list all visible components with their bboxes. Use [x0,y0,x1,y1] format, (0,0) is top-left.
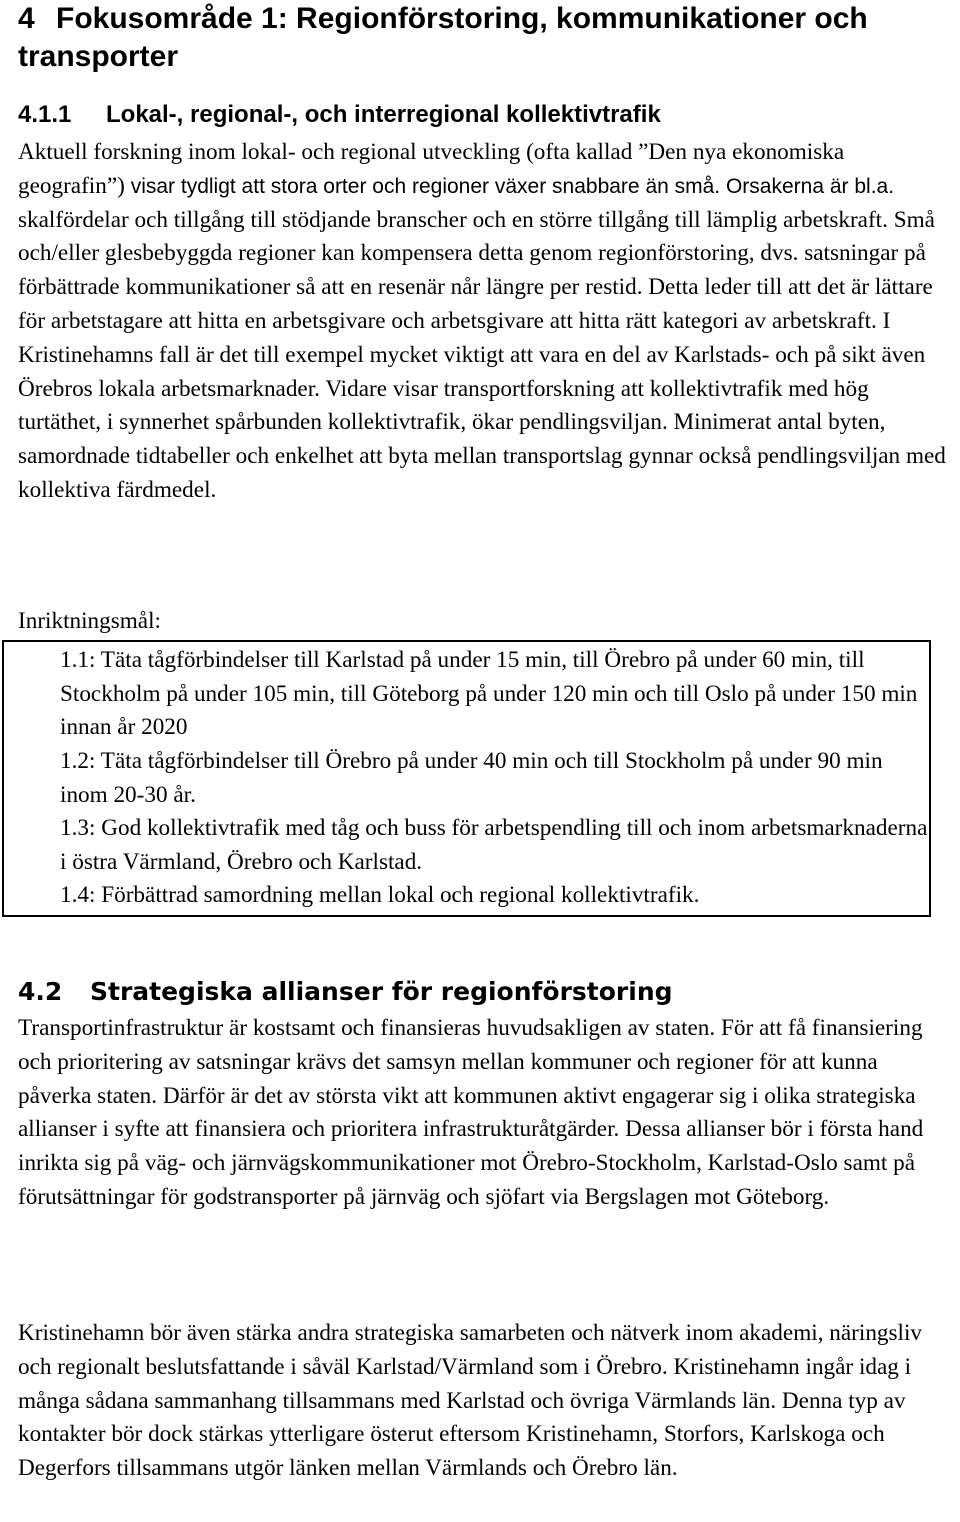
section-heading-4-2 [18,975,948,1009]
section-4-2-paragraph-2: Kristinehamn bör även stärka andra strategiska samarbeten och nätverk inom akademi, näringsliv och regionalt beslutsfattande i såväl Karlstad/Värmland som i Örebro. Kristinehamn ingår idag i många sådana sammanhang tillsammans med Karlstad och övriga Värmlands län. Denna typ av kontakter bör dock stärkas ytterligare österut eftersom Kristinehamn, Storfors, Karlskoga och Degerfors tillsammans utgör länken mellan Värmlands och Örebro län. [18,1320,923,1482]
goal-1-2: 1.2: Täta tågförbindelser till Örebro på under 40 min och till Stockholm på under 90 min inom 20-30 år. [60,748,883,808]
section-title: Lokal-, regional-, och interregional kollektivtrafik [106,101,661,128]
section-number: 4.2 [18,977,63,1006]
goal-1-4: 1.4: Förbättrad samordning mellan lokal och regional kollektivtrafik. [60,882,700,908]
section-4-1-1-paragraph [18,136,946,508]
goals-label: Inriktningsmål: [18,608,161,634]
chapter-heading [18,0,948,76]
chapter-title: Fokusområde 1: Regionförstoring, kommunikationer och transporter [18,2,868,73]
paragraph-part-1: Aktuell forskning inom lokal- och regional utveckling (ofta kallad ”Den nya ekonomiska geografin”) [18,139,845,199]
section-4-2-paragraph-1: Transportinfrastruktur är kostsamt och finansieras huvudsakligen av staten. För att få finansiering och prioritering av satsningar krävs det samsyn mellan kommuner och regioner för att kunna påverka staten. Därför är det av största vikt att kommunen aktivt engagerar sig i olika strategiska allianser i syfte att finansiera och prioritera infrastrukturåtgärder. Dessa allianser bör i första hand inrikta sig på väg- och järnvägskommunikationer mot Örebro-Stockholm, Karlstad-Oslo samt på förutsättningar för godstransporter på järnväg och sjöfart via Bergslagen mot Göteborg. [18,1015,924,1210]
goal-1-1: 1.1: Täta tågförbindelser till Karlstad på under 15 min, till Örebro på under 60 min, till Stockholm på under 105 min, till Göteborg på under 120 min och till Oslo på under 150 min innan år 2020 [60,647,918,741]
goal-1-3: 1.3: God kollektivtrafik med tåg och buss för arbetspendling till och inom arbetsmarknaderna i östra Värmland, Örebro och Karlstad. [60,815,928,875]
section-title: Strategiska allianser för regionförstoring [90,977,673,1006]
section-number: 4.1.1 [18,101,72,128]
chapter-number: 4 [18,2,35,35]
section-heading-4-1-1 [18,98,948,132]
paragraph-part-3: skalfördelar och tillgång till stödjande branscher och en större tillgång till lämplig arbetskraft. Små och/eller glesbebyggda regioner kan kompensera detta genom regionförstoring, dvs. satsningar på förbättrade kommunikationer så att en resenär når längre per restid. Detta leder till att det är lättare för arbetstagare att hitta en arbetsgivare och arbetsgivare att hitta rätt kategori av arbetskraft. I Kristinehamns fall är det till exempel mycket viktigt att vara en del av Karlstads- och på sikt även Örebros lokala arbetsmarknader. Vidare visar transportforskning att kollektivtrafik med hög turtäthet, i synnerhet spårbunden kollektivtrafik, ökar pendlingsviljan. Minimerat antal byten, samordnade tidtabeller och enkelhet att byta mellan transportslag gynnar också pendlingsviljan med kollektiva färdmedel. [18,206,946,503]
paragraph-part-2: visar tydligt att stora orter och regioner växer snabbare än små. Orsakerna är bl.a. [124,174,895,198]
